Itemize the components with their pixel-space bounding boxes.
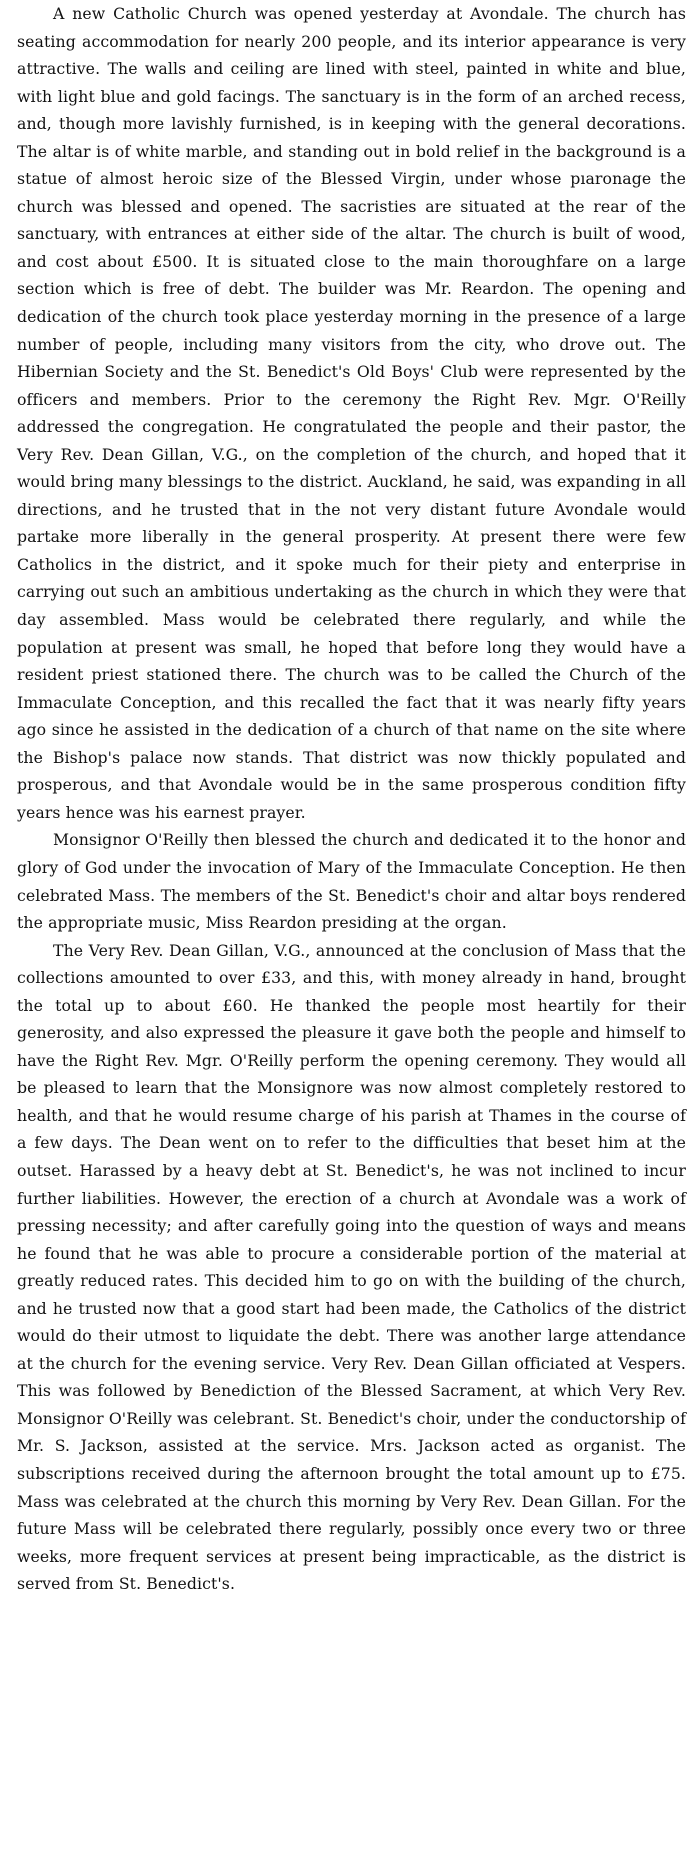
article-paragraph-opening: A new Catholic Church was opened yesterday at Avondale. The church has seating accommodation for nearly 200 people, and its interior appearance is very attractive. The walls and ceiling are lined with steel, painted in white and blue, with light blue and gold facings. The sanctuary is in the form of an arched recess, and, though more lavishly furnished, is in keeping with the general decorations. The altar is of white marble, and standing out in bold relief in the background is a statue of almost heroic size of the Blessed Virgin, under whose pıaronage the church was blessed and opened. The sacristies are situated at the rear of the sanctuary, with entrances at either side of the altar. The church is built of wood, and cost about £500. It is situated close to the main thoroughfare on a large section which is free of debt. The builder was Mr. Reardon. The opening and dedication of the church took place yesterday morning in the presence of a large number of people, including many visitors from the city, who drove out. The Hibernian Society and the St. Benedict's Old Boys' Club were represented by the officers and members. Prior to the ceremony the Right Rev. Mgr. O'Reilly addressed the congregation. He congratulated the people and their pastor, the Very Rev. Dean Gillan, V.G., on the completion of the church, and hoped that it would bring many blessings to the district. Auckland, he said, was expanding in all directions, and he trusted that in the not very distant future Avondale would partake more liberally in the general prosperity. At present there were few Catholics in the district, and it spoke much for their piety and enterprise in carrying out such an ambitious undertaking as the church in which they were that day assembled. Mass would be celebrated there regularly, and while the population at present was small, he hoped that before long they would have a resident priest stationed there. The church was to be called the Church of the Immaculate Conception, and this recalled the fact that it was nearly fifty years ago since he assisted in the dedication of a church of that name on the site where the Bishop's palace now stands. That district was now thickly populated and prosperous, and that Avondale would be in the same prosperous condition fifty years hence was his earnest prayer. (17, 4, 686, 822)
article-column (17, 0, 686, 1598)
article-paragraph-blessing: Monsignor O'Reilly then blessed the church and dedicated it to the honor and glory of God under the invocation of Mary of the Immaculate Conception. He then celebrated Mass. The members of the St. Benedict's choir and altar boys rendered the appropriate music, Miss Reardon presiding at the organ. (17, 830, 686, 933)
article-paragraph-announcement: The Very Rev. Dean Gillan, V.G., announced at the conclusion of Mass that the collections amounted to over £33, and this, with money already in hand, brought the total up to about £60. He thanked the people most heartily for their generosity, and also expressed the pleasure it gave both the people and himself to have the Right Rev. Mgr. O'Reilly perform the opening ceremony. They would all be pleased to learn that the Monsignore was now almost completely restored to health, and that he would resume charge of his parish at Thames in the course of a few days. The Dean went on to refer to the difficulties that beset him at the outset. Harassed by a heavy debt at St. Benedict's, he was not inclined to incur further liabilities. However, the erection of a church at Avondale was a work of pressing necessity; and after carefully going into the question of ways and means he found that he was able to procure a considerable portion of the material at greatly reduced rates. This decided him to go on with the building of the church, and he trusted now that a good start had been made, the Catholics of the district would do their utmost to liquidate the debt. There was another large attendance at the church for the evening service. Very Rev. Dean Gillan officiated at Vespers. This was followed by Benediction of the Blessed Sacrament, at which Very Rev. Monsignor O'Reilly was celebrant. St. Benedict's choir, under the conductorship of Mr. S. Jackson, assisted at the service. Mrs. Jackson acted as organist. The subscriptions received during the afternoon brought the total amount up to £75. Mass was celebrated at the church this morning by Very Rev. Dean Gillan. For the future Mass will be celebrated there regularly, possibly once every two or three weeks, more frequent services at present being impracticable, as the district is served from St. Benedict's. (17, 940, 686, 1594)
